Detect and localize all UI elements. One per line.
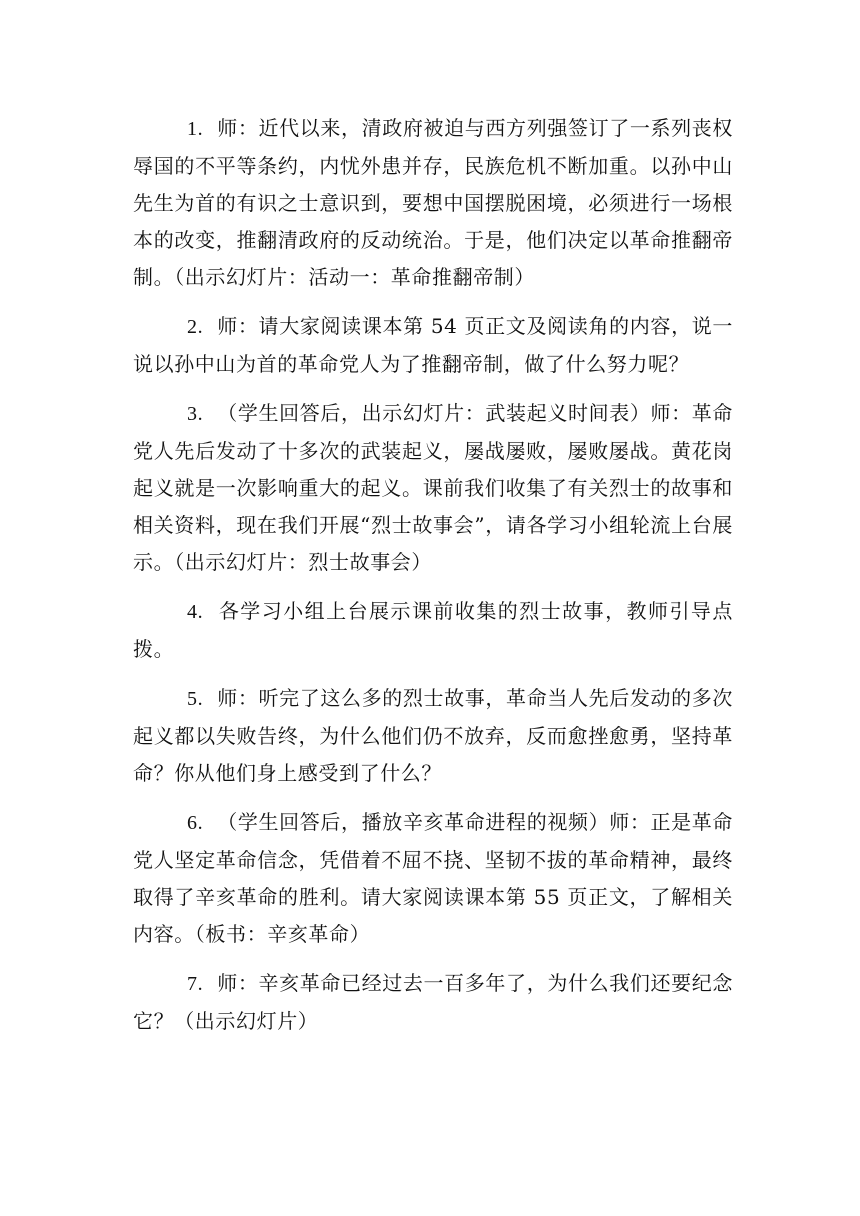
paragraph-6 xyxy=(133,804,733,953)
paragraph-text: 师：听完了这么多的烈士故事，革命当人先后发动的多次起义都以失败告终，为什么他们仍不放弃，反而愈挫愈勇，坚持革命？你从他们身上感受到了什么？ xyxy=(133,686,733,785)
paragraph-text: （学生回答后，播放辛亥革命进程的视频）师：正是革命党人坚定革命信念，凭借着不屈不挠、坚韧不拔的革命精神，最终取得了辛亥革命的胜利。请大家阅读课本第 55 页正文，了解相关内容。（板书：辛亥革命） xyxy=(133,810,733,946)
paragraph-number: 3. xyxy=(187,403,204,425)
paragraph-4 xyxy=(133,593,733,668)
paragraph-1 xyxy=(133,110,733,296)
paragraph-text: 各学习小组上台展示课前收集的烈士故事，教师引导点拨。 xyxy=(133,599,733,661)
paragraph-3 xyxy=(133,395,733,581)
paragraph-number: 1. xyxy=(187,118,204,140)
paragraph-2 xyxy=(133,308,733,383)
paragraph-text: 师：请大家阅读课本第 54 页正文及阅读角的内容，说一说以孙中山为首的革命党人为了推翻帝制，做了什么努力呢？ xyxy=(133,314,733,376)
paragraph-7 xyxy=(133,965,733,1040)
paragraph-5 xyxy=(133,680,733,792)
paragraph-number: 2. xyxy=(187,316,204,338)
paragraph-number: 5. xyxy=(187,688,204,710)
paragraph-number: 6. xyxy=(187,812,204,834)
document-body xyxy=(133,110,733,1052)
paragraph-text: （学生回答后，出示幻灯片：武装起义时间表）师：革命党人先后发动了十多次的武装起义，屡战屡败，屡败屡战。黄花岗起义就是一次影响重大的起义。课前我们收集了有关烈士的故事和相关资料，现在我们开展“烈士故事会”，请各学习小组轮流上台展示。（出示幻灯片：烈士故事会） xyxy=(133,401,733,574)
paragraph-number: 4. xyxy=(187,601,204,623)
paragraph-number: 7. xyxy=(187,973,204,995)
paragraph-text: 师：近代以来，清政府被迫与西方列强签订了一系列丧权辱国的不平等条约，内忧外患并存，民族危机不断加重。以孙中山先生为首的有识之士意识到，要想中国摆脱困境，必须进行一场根本的改变，推翻清政府的反动统治。于是，他们决定以革命推翻帝制。（出示幻灯片：活动一：革命推翻帝制） xyxy=(133,116,733,289)
paragraph-text: 师：辛亥革命已经过去一百多年了，为什么我们还要纪念它？（出示幻灯片） xyxy=(133,971,733,1033)
